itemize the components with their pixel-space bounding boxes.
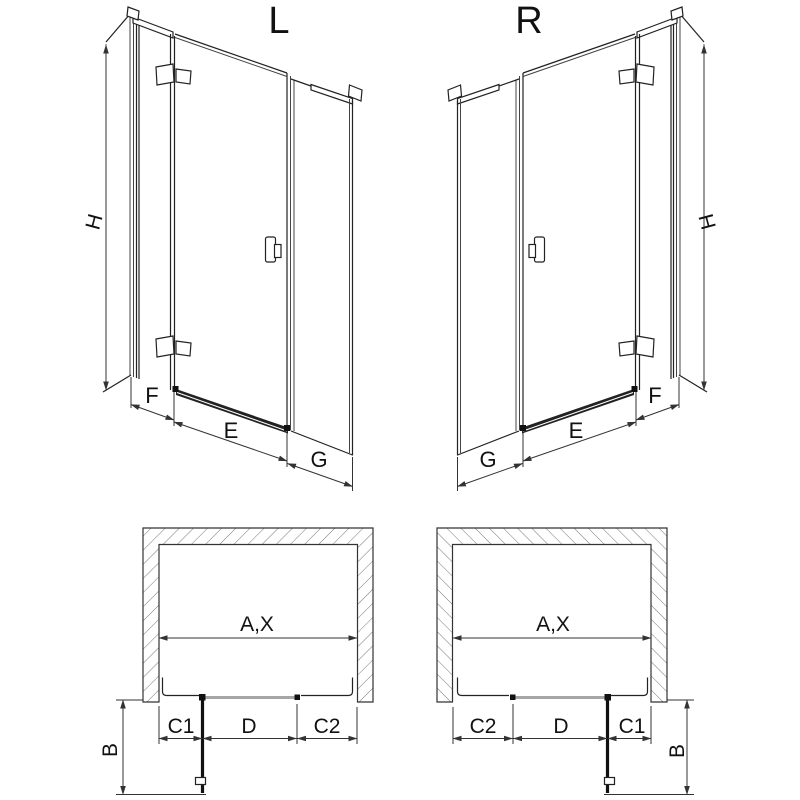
elevation-right-dim-f-label: F [648, 383, 662, 408]
elevation-left-title: L [268, 0, 290, 42]
plan-right-depth-label: B [666, 743, 689, 759]
elevation-left-dim-e-label: E [223, 418, 239, 443]
plan-right-d-label: D [553, 715, 569, 738]
plan-left-c2-label: C2 [313, 715, 341, 738]
plan-right-total-width-label: A,X [536, 613, 570, 636]
elevation-right-dim-g-label: G [479, 447, 497, 472]
plan-left-total-width-label: A,X [240, 613, 274, 636]
elevation-left-dim-height-label: H [81, 211, 108, 233]
plan-left-d-label: D [241, 715, 257, 738]
elevation-right-dim-e-label: E [568, 418, 584, 443]
figure-elevation-right [448, 0, 720, 491]
plan-left-depth-label: B [99, 742, 122, 758]
plan-right-geometry [437, 528, 694, 795]
figure-elevation-left [81, 0, 362, 491]
figure-plan-left [99, 528, 373, 795]
elevation-left-dim-f-label: F [145, 383, 159, 408]
plan-right-c1-label: C1 [618, 715, 646, 738]
plan-left-geometry [116, 528, 373, 795]
plan-left-c1-label: C1 [167, 715, 195, 738]
elevation-right-title: R [515, 0, 543, 42]
figure-plan-right [437, 528, 694, 795]
elevation-right-dim-height-label: H [693, 211, 720, 233]
elevation-left-dim-g-label: G [310, 447, 328, 472]
plan-right-c2-label: C2 [469, 715, 497, 738]
